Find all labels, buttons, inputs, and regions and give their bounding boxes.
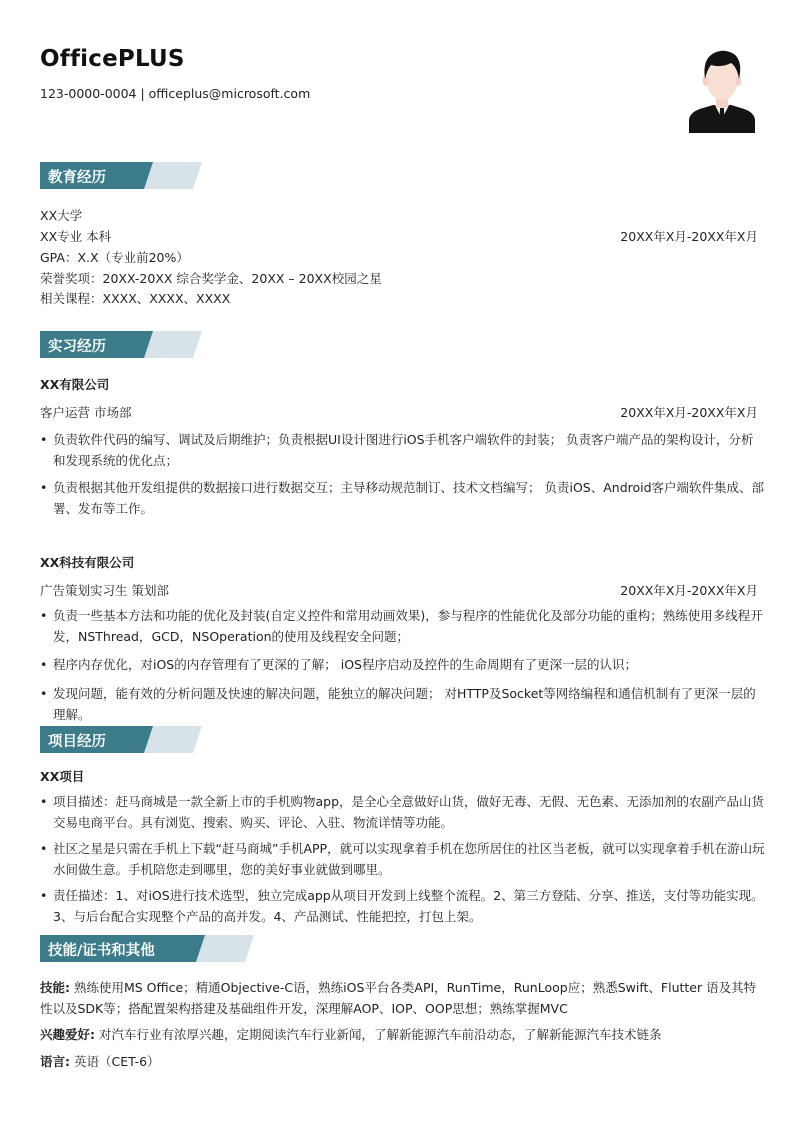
section-header-internship — [40, 331, 300, 358]
section-header-projects — [40, 726, 300, 753]
bullet-dot-icon: • — [40, 794, 48, 809]
section-header-skills — [40, 935, 300, 962]
skills-label: 技能: — [40, 980, 70, 995]
list-item: • 发现问题，能有效的分析问题及快速的解决问题，能独立的解决问题； 对HTTP及Socket等网络编程和通信机制有了更深一层的理解。 — [40, 683, 766, 725]
bullet-dot-icon: • — [40, 480, 48, 495]
internship-dates: 20XX年X月-20XX年X月 — [620, 405, 758, 420]
contact-info: 123-0000-0004 | officeplus@microsoft.com — [40, 86, 311, 101]
honors: 荣誉奖项：20XX-20XX 综合奖学金、20XX – 20XX校园之星 — [40, 271, 382, 286]
section-header-education — [40, 162, 300, 189]
bullet-dot-icon: • — [40, 686, 48, 701]
bullet-dot-icon: • — [40, 841, 48, 856]
list-item: • 程序内存优化，对iOS的内存管理有了更深的了解； iOS程序启动及控件的生命周期有了更深一层的认识； — [40, 654, 766, 675]
list-item: • 社区之星是只需在手机上下载“赶马商城”手机APP，就可以实现拿着手机在您所居住的社区当老板，就可以实现拿着手机在游山玩水间做生意。手机陪您走到哪里，您的美好事业就做到哪里。 — [40, 838, 766, 880]
bullet-dot-icon: • — [40, 657, 48, 672]
list-item: • 负责根据其他开发组提供的数据接口进行数据交互；主导移动规范制订、技术文档编写； 负责iOS、Android客户端软件集成、部署、发布等工作。 — [40, 477, 766, 519]
list-item: • 项目描述：赶马商城是一款全新上市的手机购物app，是全心全意做好山货，做好无毒、无假、无色素、无添加剂的农副产品山货交易电商平台。具有浏览、搜索、购买、评论、入驻、物流详情等功能。 — [40, 791, 766, 833]
school-name: XX大学 — [40, 208, 83, 223]
major: XX专业 本科 — [40, 229, 112, 244]
project-name: XX项目 — [40, 769, 85, 784]
skills-text: 熟练使用MS Office；精通Objective-C语，熟练iOS平台各类API，RunTime，RunLoop应；熟悉Swift、Flutter 语及其特性以及SDK等；搭配置架构搭建及基础组件开发，深理解AOP、IOP、OOP思想；熟练掌握MVC — [40, 980, 757, 1016]
list-item: • 负责软件代码的编写、调试及后期维护；负责根据UI设计图进行iOS手机客户端软件的封装； 负责客户端产品的架构设计，分析和发现系统的优化点； — [40, 429, 766, 471]
interests-label: 兴趣爱好: — [40, 1027, 95, 1042]
role: 客户运营 市场部 — [40, 405, 132, 420]
list-item: • 负责一些基本方法和功能的优化及封装(自定义控件和常用动画效果)，参与程序的性能优化及部分功能的重构；熟练使用多线程开发，NSThread，GCD，NSOperation的使用及线程安全问题； — [40, 605, 766, 647]
bullet-dot-icon: • — [40, 608, 48, 623]
language-label: 语言: — [40, 1054, 70, 1069]
avatar — [689, 45, 755, 133]
language-text: 英语（CET-6） — [70, 1054, 160, 1069]
section-title: 项目经历 — [48, 734, 106, 750]
bullet-dot-icon: • — [40, 888, 48, 903]
list-item: • 责任描述：1、对iOS进行技术选型，独立完成app从项目开发到上线整个流程。2、第三方登陆、分享、推送，支付等功能实现。3、与后台配合实现整个产品的高并发。4、产品测试、性能把控，打包上架。 — [40, 885, 766, 927]
courses: 相关课程：XXXX、XXXX、XXXX — [40, 291, 231, 306]
section-title: 技能/证书和其他 — [48, 943, 155, 959]
role: 广告策划实习生 策划部 — [40, 583, 169, 598]
interests-text: 对汽车行业有浓厚兴趣，定期阅读汽车行业新闻，了解新能源汽车前沿动态，了解新能源汽车技术链条 — [95, 1027, 662, 1042]
internship-dates: 20XX年X月-20XX年X月 — [620, 583, 758, 598]
bullet-dot-icon: • — [40, 432, 48, 447]
company-name: XX科技有限公司 — [40, 555, 135, 570]
language-paragraph — [40, 1051, 766, 1072]
company-name: XX有限公司 — [40, 377, 110, 392]
interests-paragraph — [40, 1024, 766, 1045]
section-title: 教育经历 — [48, 170, 106, 186]
skills-paragraph — [40, 977, 766, 1019]
gpa: GPA：X.X（专业前20%） — [40, 250, 189, 265]
section-title: 实习经历 — [48, 339, 106, 355]
candidate-name: OfficePLUS — [40, 46, 185, 72]
education-dates: 20XX年X月-20XX年X月 — [620, 229, 758, 244]
